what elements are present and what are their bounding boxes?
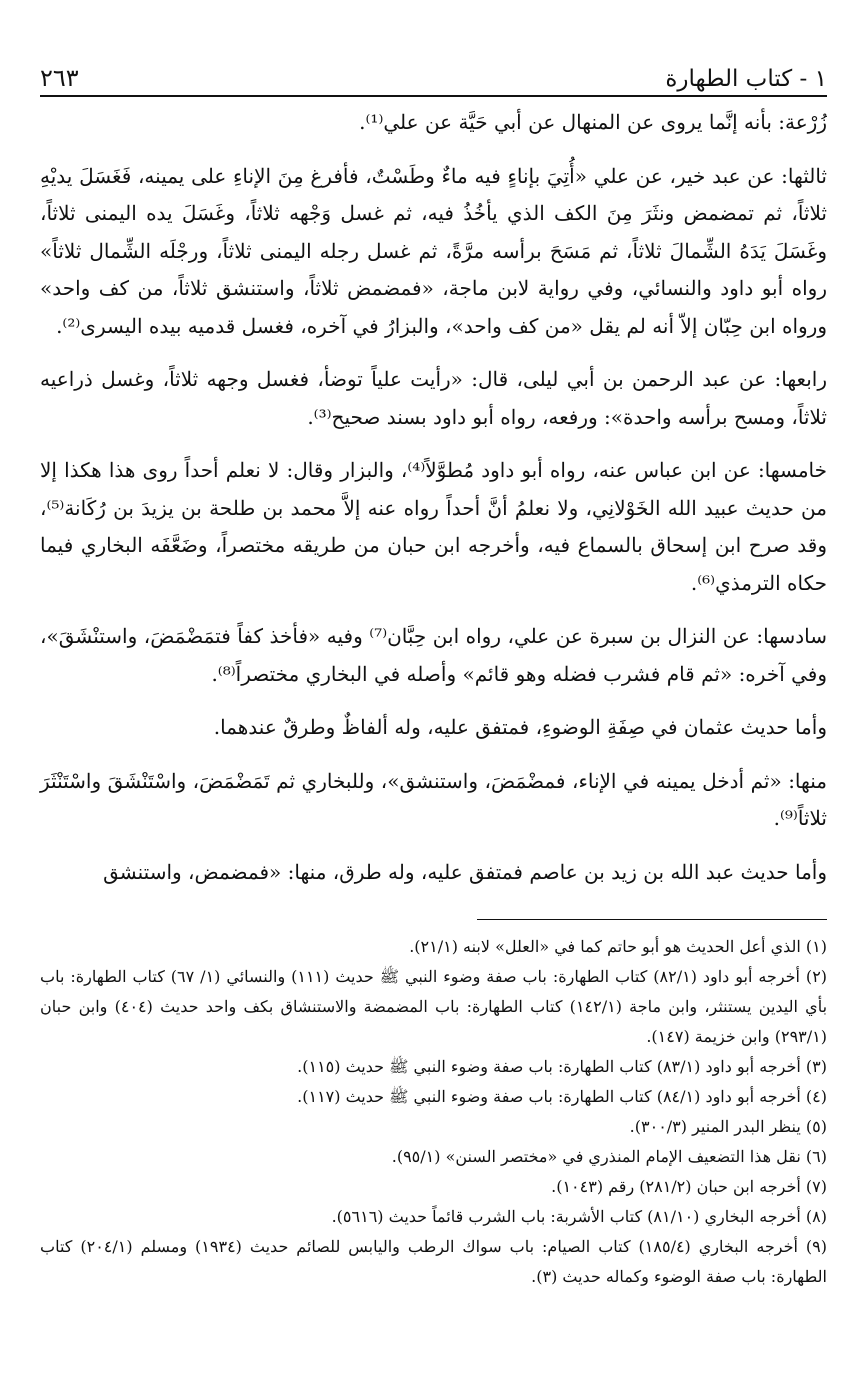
paragraph: خامسها: عن ابن عباس عنه، رواه أبو داود مُطوَّلاً⁽⁴⁾، والبزار وقال: لا نعلم أحداً روى هذا هكذا إلا من حديث عبيد الله الخَوْلانِي، ولا نعلمُ أنَّ أحداً رواه عنه إلاَّ محمد بن طلحة بن يزيدَ بن رُكَانة⁽⁵⁾، وقد صرح ابن إسحاق بالسماع فيه، وأخرجه ابن حبان من طريقه مختصراً، وضَعَّفَه البخاري فيما حكاه الترمذي⁽⁶⁾. — [40, 458, 828, 595]
footnote: (٣) أخرجه أبو داود (٨٣/١) كتاب الطهارة: باب صفة وضوء النبي ﷺ حديث (١١٥). — [297, 1057, 827, 1076]
paragraph: رابعها: عن عبد الرحمن بن أبي ليلى، قال: «رأيت علياً توضأ، فغسل وجهه ثلاثاً، وغسل ذراعيه ثلاثاً، ومسح برأسه واحدة»: ورفعه، رواه أبو داود بسند صحيح⁽³⁾. — [40, 367, 827, 429]
paragraph: سادسها: عن النزال بن سبرة عن علي، رواه ابن حِبَّان⁽⁷⁾ وفيه «فأخذ كفاً فتمَضْمَضَ، واستنْشَقَ»، وفي آخره: «ثم قام فشرب فضله وهو قائم» وأصله في البخاري مختصراً⁽⁸⁾. — [40, 624, 827, 686]
footnotes — [40, 932, 827, 1292]
paragraph: ثالثها: عن عبد خير، عن علي «أُتِيَ بإناءٍ فيه ماءٌ وطَسْتٌ، فأفرغ مِنَ الإناءِ على يمينه، فَغَسَلَ يديْهِ ثلاثاً، ثم تمضمض ونثَرَ مِنَ الكف الذي يأخُذُ فيه، ثم غسل وَجْهه ثلاثاً، وغَسَلَ يده اليمنى ثلاثاً، وغَسَلَ يَدَهُ الشِّمالَ ثلاثاً، ثم مَسَحَ برأسه مرَّةً، ثم غسل رجله اليمنى ثلاثاً، ورجْلَه الشِّمال ثلاثاً» رواه أبو داود والنسائي، وفي رواية لابن ماجة، «فمضمض ثلاثاً، واستنشق ثلاثاً، من كف واحد» ورواه ابن حِبّان إلاّ أنه لم يقل «من كف واحد»، والبزارُ في آخره، فغسل قدميه بيده اليسرى⁽²⁾. — [40, 163, 827, 338]
footnote: (٧) أخرجه ابن حبان (٢٨١/٢) رقم (١٠٤٣). — [551, 1177, 827, 1196]
footnote: (٤) أخرجه أبو داود (٨٤/١) كتاب الطهارة: باب صفة وضوء النبي ﷺ حديث (١١٧). — [297, 1087, 827, 1106]
main-text — [40, 104, 827, 901]
footnote: (٥) ينظر البدر المنير (٣٠٠/٣). — [629, 1117, 827, 1136]
footnote: (٦) نقل هذا التضعيف الإمام المنذري في «مختصر السنن» (٩٥/١). — [391, 1147, 827, 1166]
paragraph: زُرْعة: بأنه إنَّما يروى عن المنهال عن أبي حَيَّة عن علي⁽¹⁾. — [359, 110, 827, 134]
footnote-divider — [477, 919, 827, 920]
footnote: (٨) أخرجه البخاري (٨١/١٠) كتاب الأشربة: باب الشرب قائماً حديث (٥٦١٦). — [331, 1207, 827, 1226]
footnote: (٢) أخرجه أبو داود (٨٢/١) كتاب الطهارة: باب صفة وضوء النبي ﷺ حديث (١١١) والنسائي (١/ ٦٧) كتاب الطهارة: باب بأي اليدين يستنثر، وابن ماجة (١٤٢/١) كتاب الطهارة: باب المضمضة والاستنشاق بكف واحد حديث (٤٠٤) وابن حبان (٢٩٣/١) وابن خزيمة (١٤٧). — [40, 967, 828, 1046]
paragraph: وأما حديث عبد الله بن زيد بن عاصم فمتفق عليه، وله طرق، منها: «فمضمض، واستنشق — [103, 859, 827, 884]
footnote: (٩) أخرجه البخاري (١٨٥/٤) كتاب الصيام: باب سواك الرطب واليابس للصائم حديث (١٩٣٤) ومسلم (٢٠٤/١) كتاب الطهارة: باب صفة الوضوء وكماله حديث (٣). — [40, 1237, 828, 1286]
footnote: (١) الذي أعل الحديث هو أبو حاتم كما في «العلل» لابنه (٢١/١). — [409, 937, 827, 956]
paragraph: وأما حديث عثمان في صِفَةِ الوضوءِ، فمتفق عليه، وله ألفاظٌ وطرقٌ عندهما. — [213, 715, 827, 739]
header-divider — [40, 95, 827, 97]
page-number: ٢٦٣ — [40, 64, 79, 92]
page-header — [40, 48, 827, 92]
paragraph: منها: «ثم أدخل يمينه في الإناء، فمضْمَضَ، واستنشق»، وللبخاري ثم تَمَضْمَضَ، واسْتَنْشَقَ واسْتَنْثَرَ ثلاثاً⁽⁹⁾. — [40, 768, 827, 830]
chapter-title: ١ - كتاب الطهارة — [665, 66, 827, 92]
